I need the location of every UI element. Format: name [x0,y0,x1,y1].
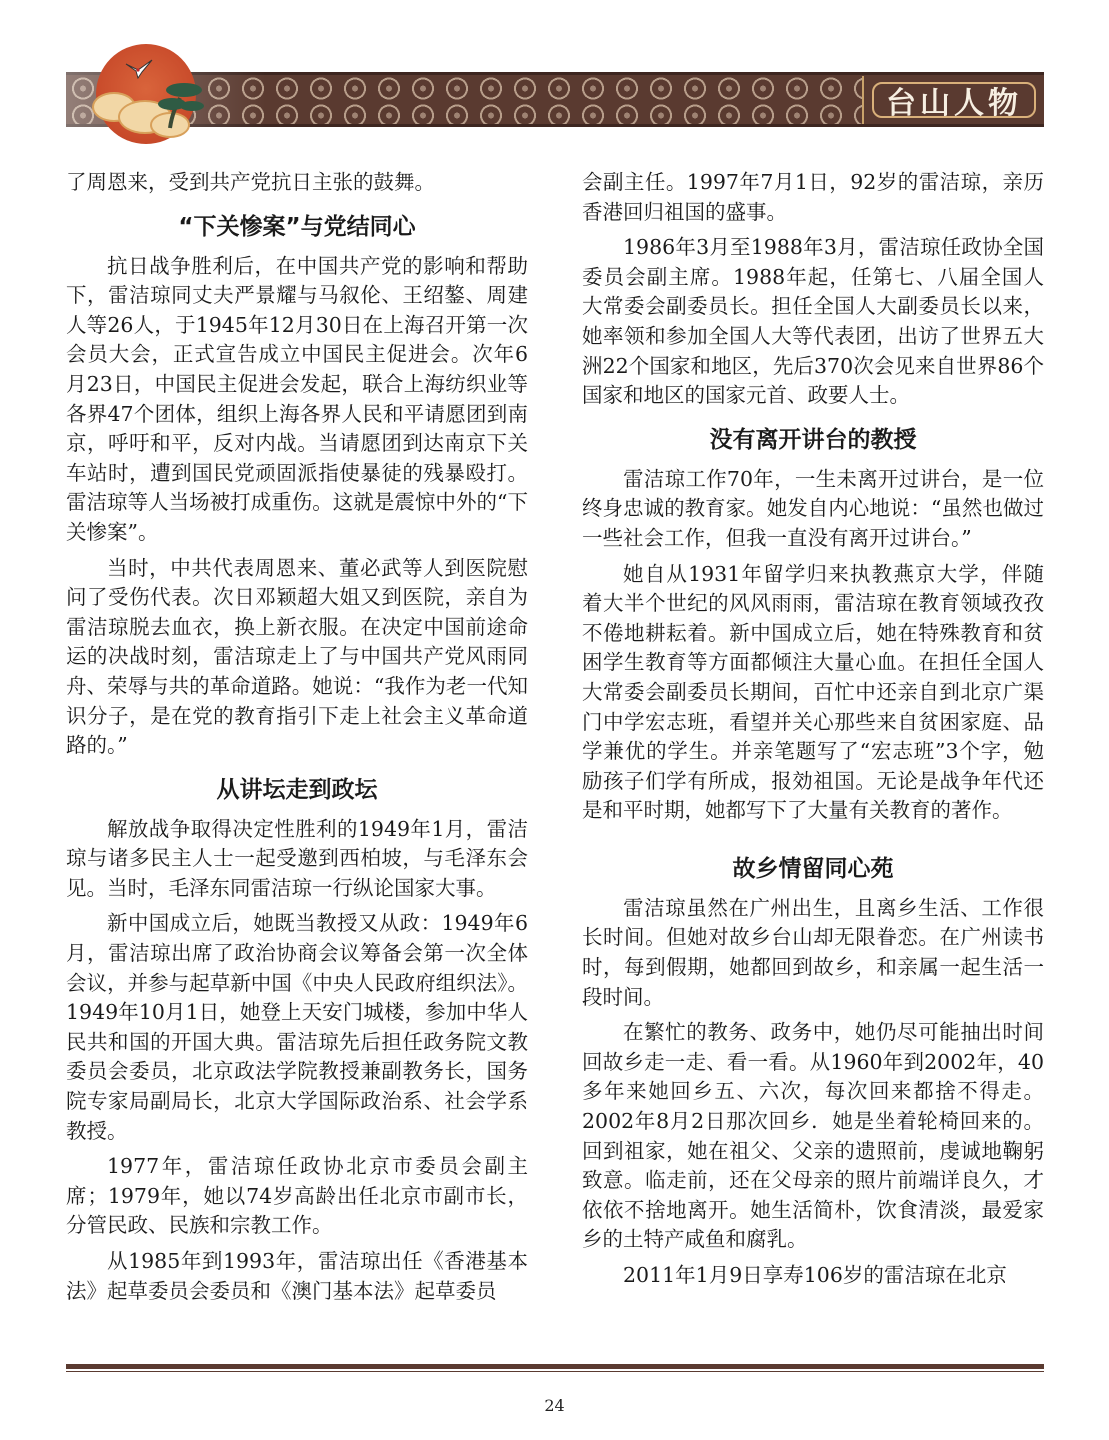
left-column [66,168,528,1312]
section-heading: “下关惨案”与党结同心 [178,213,416,240]
paragraph: 雷洁琼虽然在广州出生，且离乡生活、工作很长时间。但她对故乡台山却无限眷恋。在广州读书时，每到假期，她都回到故乡，和亲属一起生活一段时间。 [582,895,1044,1009]
page-number: 24 [544,1396,565,1415]
footer-rule-thin [66,1371,1044,1372]
paragraph: 当时，中共代表周恩来、董必武等人到医院慰问了受伤代表。次日邓颖超大姐又到医院，亲自为雷洁琼脱去血衣，换上新衣服。在决定中国前途命运的决战时刻，雷洁琼走上了与中国共产党风雨同舟、荣辱与共的革命道路。她说：“我作为老一代知识分子，是在党的教育指引下走上社会主义革命道路的。” [66,555,528,758]
paragraph: 2011年1月9日享寿106岁的雷洁琼在北京 [623,1263,1007,1287]
paragraph: 她自从1931年留学归来执教燕京大学，伴随着大半个世纪的风风雨雨，雷洁琼在教育领域孜孜不倦地耕耘着。新中国成立后，她在特殊教育和贫困学生教育等方面都倾注大量心血。在担任全国人大常委会副委员长期间，百忙中还亲自到北京广渠门中学宏志班，看望并关心那些来自贫困家庭、品学兼优的学生。并亲笔题写了“宏志班”3个字，勉励孩子们学有所成，报効祖国。无论是战争年代还是和平时期，她都写下了大量有关教育的著作。 [582,561,1044,823]
column-title: 台山人物 [886,86,1022,121]
crane-bird-icon [124,58,154,80]
paragraph: 新中国成立后，她既当教授又从政：1949年6月，雷洁琼出席了政治协商会议筹备会第一次全体会议，并参与起草新中国《中央人民政府组织法》。1949年10月1日，她登上天安门城楼，参加中华人民共和国的开国大典。雷洁琼先后担任政务院文教委员会委员，北京政法学院教授兼副教务长，国务院专家局副局长，北京大学国际政治系、社会学系教授。 [66,911,528,1143]
section-heading: 没有离开讲台的教授 [709,426,917,453]
column-title-box [862,76,1044,124]
paragraph: 1977年，雷洁琼任政协北京市委员会副主席；1979年，她以74岁高龄出任北京市副市长，分管民政、民族和宗教工作。 [66,1154,528,1238]
paragraph: 会副主任。1997年7月1日，92岁的雷洁琼，亲历香港回归祖国的盛事。 [582,170,1044,224]
paragraph: 从1985年到1993年，雷洁琼出任《香港基本法》起草委员会委员和《澳门基本法》起草委员 [66,1249,528,1303]
section-heading: 从讲坛走到政坛 [216,776,378,803]
pine-tree-icon [150,70,206,130]
paragraph: 1986年3月至1988年3月，雷洁琼任政协全国委员会副主席。1988年起，任第七、八届全国人大常委会副委员长。担任全国人大副委员长以来，她率领和参加全国人大等代表团，出访了世界五大洲22个国家和地区，先后370次会见来自世界86个国家和地区的国家元首、政要人士。 [582,235,1044,408]
paragraph: 在繁忙的教务、政务中，她仍尽可能抽出时间回故乡走一走、看一看。从1960年到2002年，40多年来她回乡五、六次，每次回来都捨不得走。2002年8月2日那次回乡．她是坐着轮椅回来的。回到祖家，她在祖父、父亲的遗照前，虔诚地鞠躬致意。临走前，还在父母亲的照片前端详良久，才依依不捨地离开。她生活简朴，饮食清淡，最爱家乡的土特产咸鱼和腐乳。 [582,1020,1044,1252]
paragraph: 解放战争取得决定性胜利的1949年1月，雷洁琼与诸多民主人士一起受邀到西柏坡，与毛泽东会见。当时，毛泽东同雷洁琼一行纵论国家大事。 [66,816,528,900]
footer-rule [66,1364,1044,1369]
paragraph: 抗日战争胜利后，在中国共产党的影响和帮助下，雷洁琼同丈夫严景耀与马叙伦、王绍鏊、周建人等26人，于1945年12月30日在上海召开第一次会员大会，正式宣告成立中国民主促进会。次年6月23日，中国民主促进会发起，联合上海纺织业等各界47个团体，组织上海各界人民和平请愿团到南京，呼吁和平，反对内战。当请愿团到达南京下关车站时，遭到国民党顽固派指使暴徒的残暴殴打。雷洁琼等人当场被打成重伤。这就是震惊中外的“下关惨案”。 [66,253,528,544]
right-column [582,168,1044,1297]
paragraph: 雷洁琼工作70年，一生未离开过讲台，是一位终身忠诚的教育家。她发自内心地说：“虽然也做过一些社会工作，但我一直没有离开过讲台。” [582,466,1044,550]
section-heading: 故乡情留同心苑 [732,855,894,882]
paragraph: 了周恩来，受到共产党抗日主张的鼓舞。 [66,170,435,194]
